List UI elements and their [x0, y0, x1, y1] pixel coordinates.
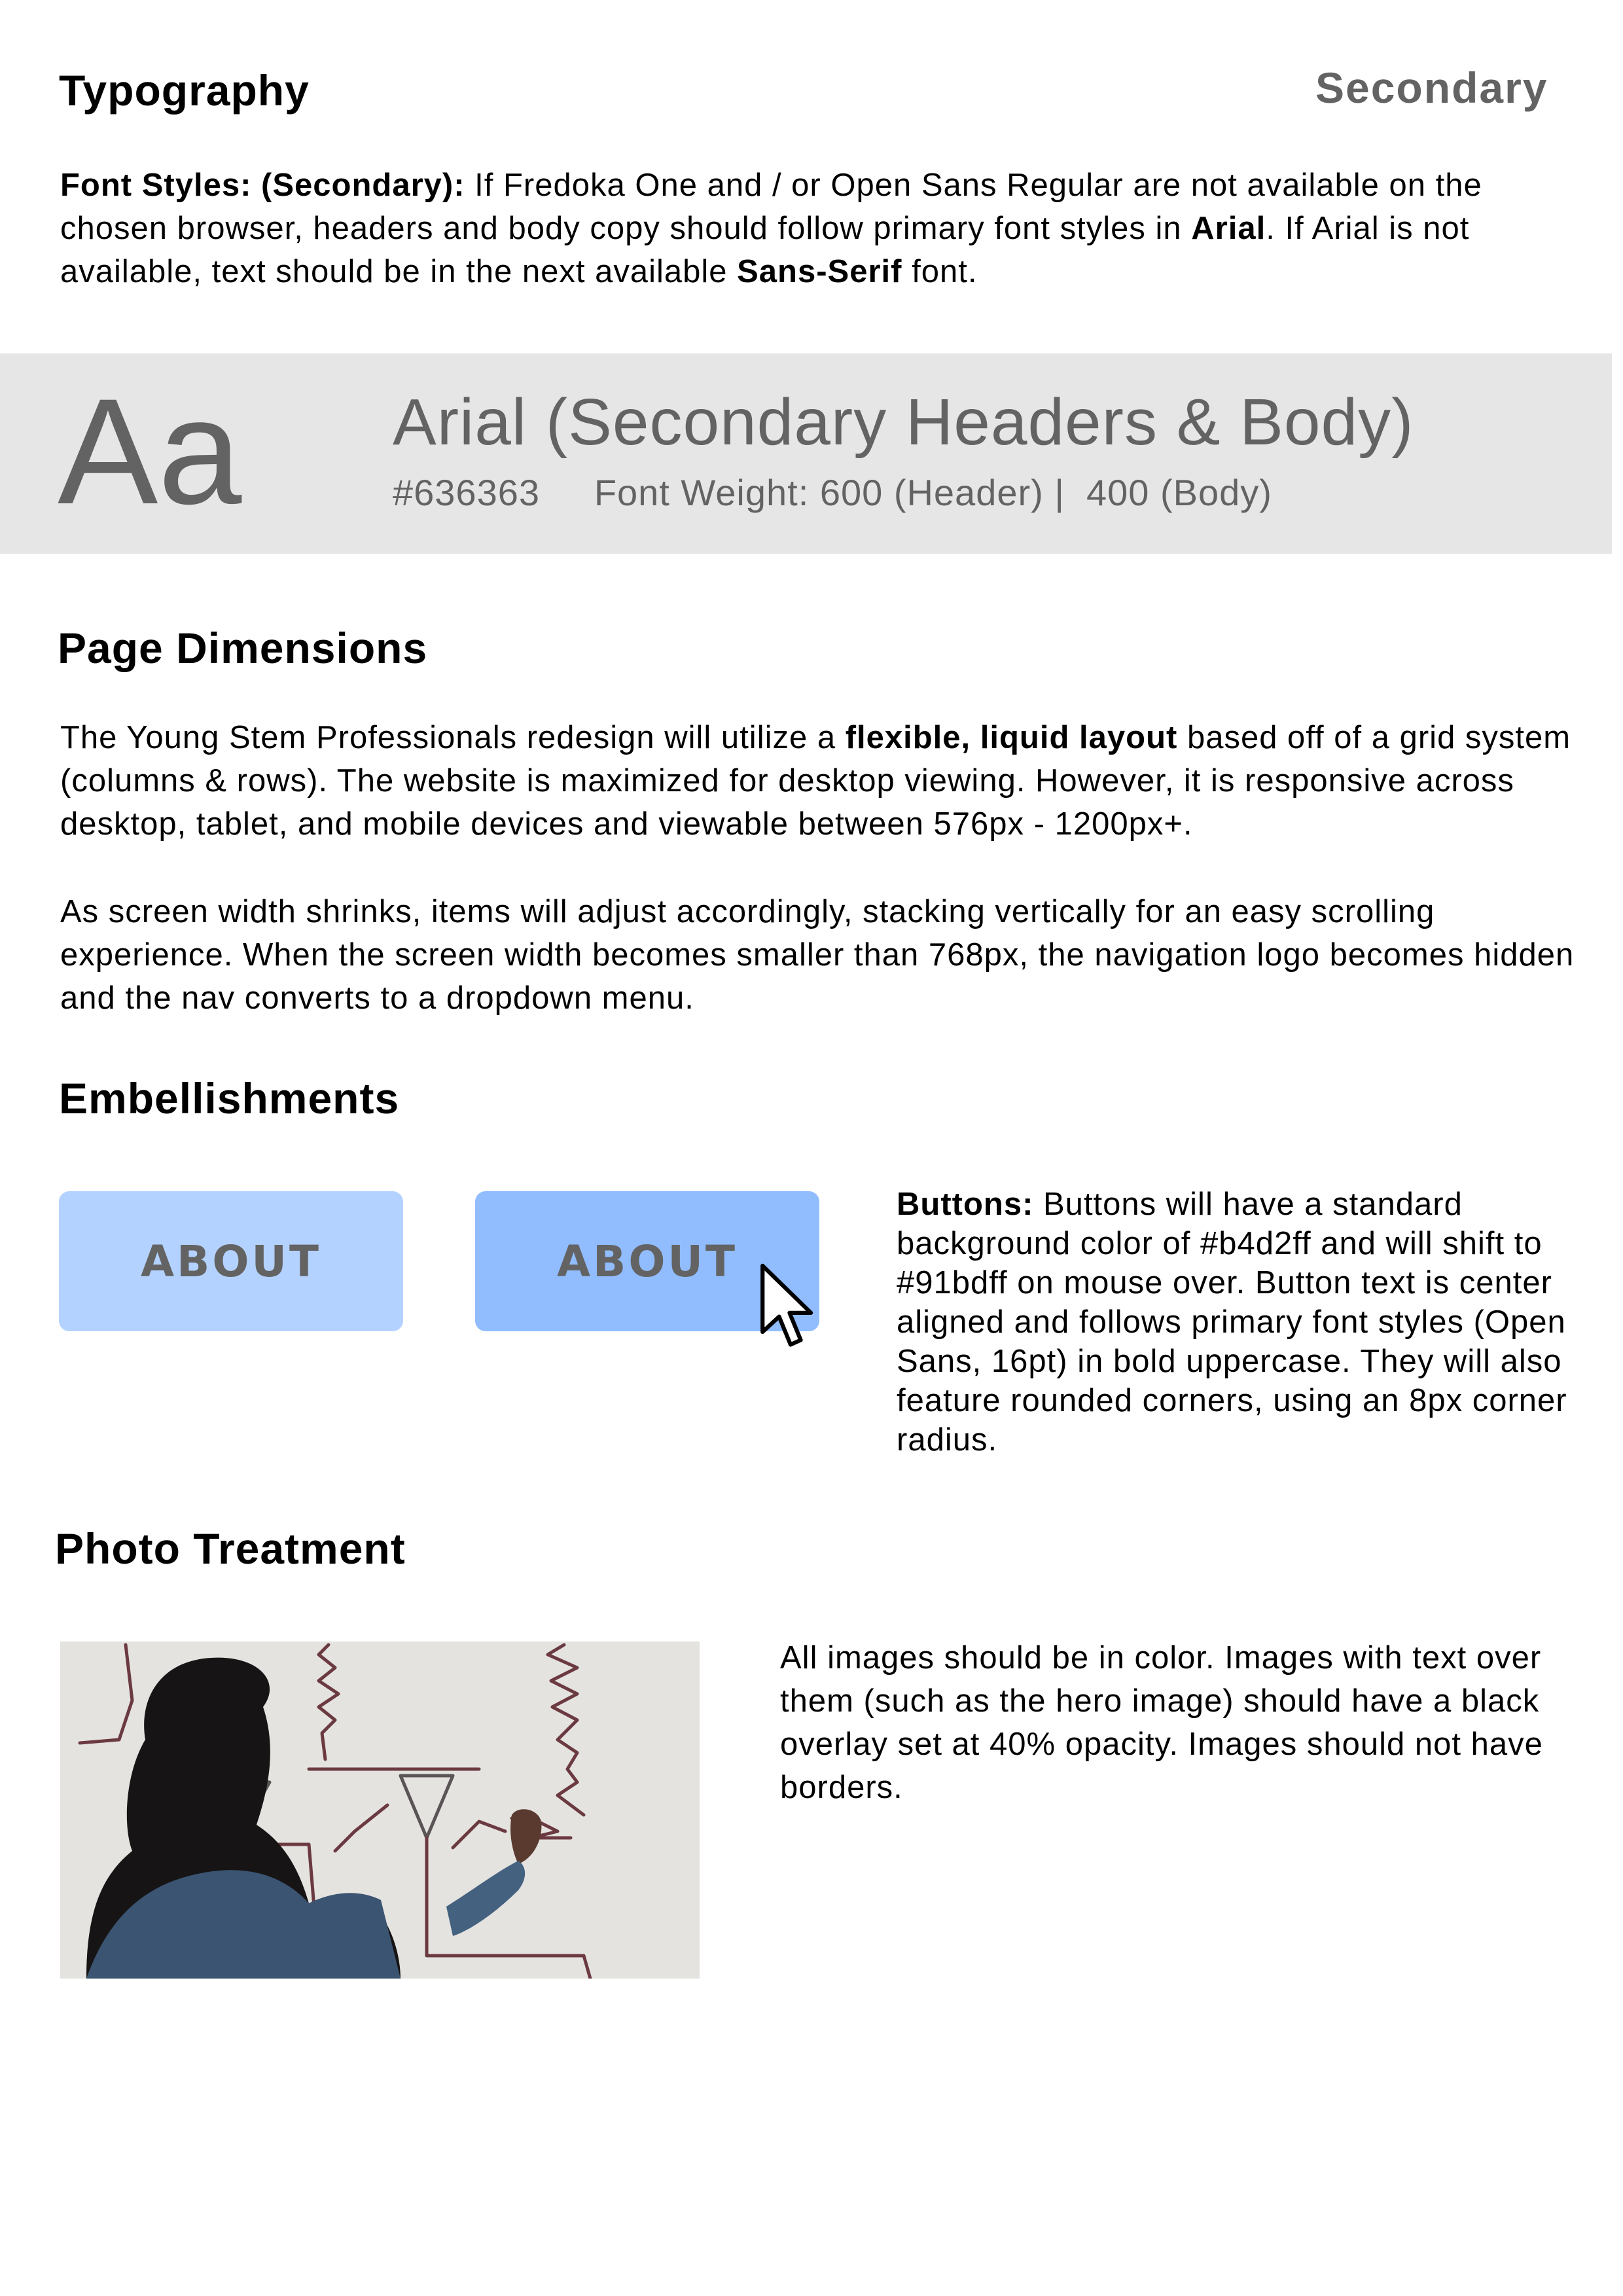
buttons-label: Buttons: [897, 1187, 1034, 1222]
font-color-code: #636363 [393, 472, 541, 513]
embellishments-title: Embellishments [59, 1074, 400, 1122]
font-styles-label: Font Styles: (Secondary): [60, 168, 465, 203]
mouse-pointer-icon [759, 1263, 822, 1355]
font-weights: Font Weight: 600 (Header) | 400 (Body) [594, 472, 1272, 513]
photo-treatment-text: All images should be in color. Images with text over them (such as the hero image) should have a black overlay set at 40% opacity. Images should not have borders. [780, 1640, 1543, 1805]
page-dimensions-paragraph-1: The Young Stem Professionals redesign will utilize a flexible, liquid layout based off of a grid system (columns & rows). The website is maximized for desktop viewing. However, it is responsive across desktop, tablet, and mobile devices and viewable between 576px - 1200px+. [60, 720, 1571, 842]
buttons-description: Buttons: Buttons will have a standard background color of #b4d2ff and will shift to #91bdff on mouse over. Button text is center aligned and follows primary font styles (Open Sans, 16pt) in bold uppercase. They will also feature rounded corners, using an 8px corner radius. [897, 1187, 1567, 1458]
whiteboard-photo [60, 1641, 700, 1979]
font-sample-glyph: Aa [58, 367, 242, 535]
whiteboard-photo-illustration [60, 1641, 700, 1979]
font-styles-paragraph: Font Styles: (Secondary): If Fredoka One and / or Open Sans Regular are not available on the chosen browser, headers and body copy should follow primary font styles in Arial. If Arial is not available, text should be in the next available Sans-Serif font. [60, 168, 1482, 289]
font-sample-name: Arial (Secondary Headers & Body) [393, 386, 1414, 459]
about-button-default[interactable]: ABOUT [59, 1191, 403, 1331]
page-dimensions-title: Page Dimensions [58, 624, 428, 672]
page-dimensions-paragraph-2: As screen width shrinks, items will adjust accordingly, stacking vertically for an easy scrolling experience. When the screen width becomes smaller than 768px, the navigation logo becomes hidden and the nav converts to a dropdown menu. [60, 894, 1575, 1016]
font-sample-meta [393, 470, 1272, 516]
section-label-secondary: Secondary [1315, 63, 1548, 112]
about-button-hover[interactable]: ABOUT [475, 1191, 819, 1331]
typography-title: Typography [59, 66, 310, 115]
photo-treatment-title: Photo Treatment [55, 1524, 406, 1573]
